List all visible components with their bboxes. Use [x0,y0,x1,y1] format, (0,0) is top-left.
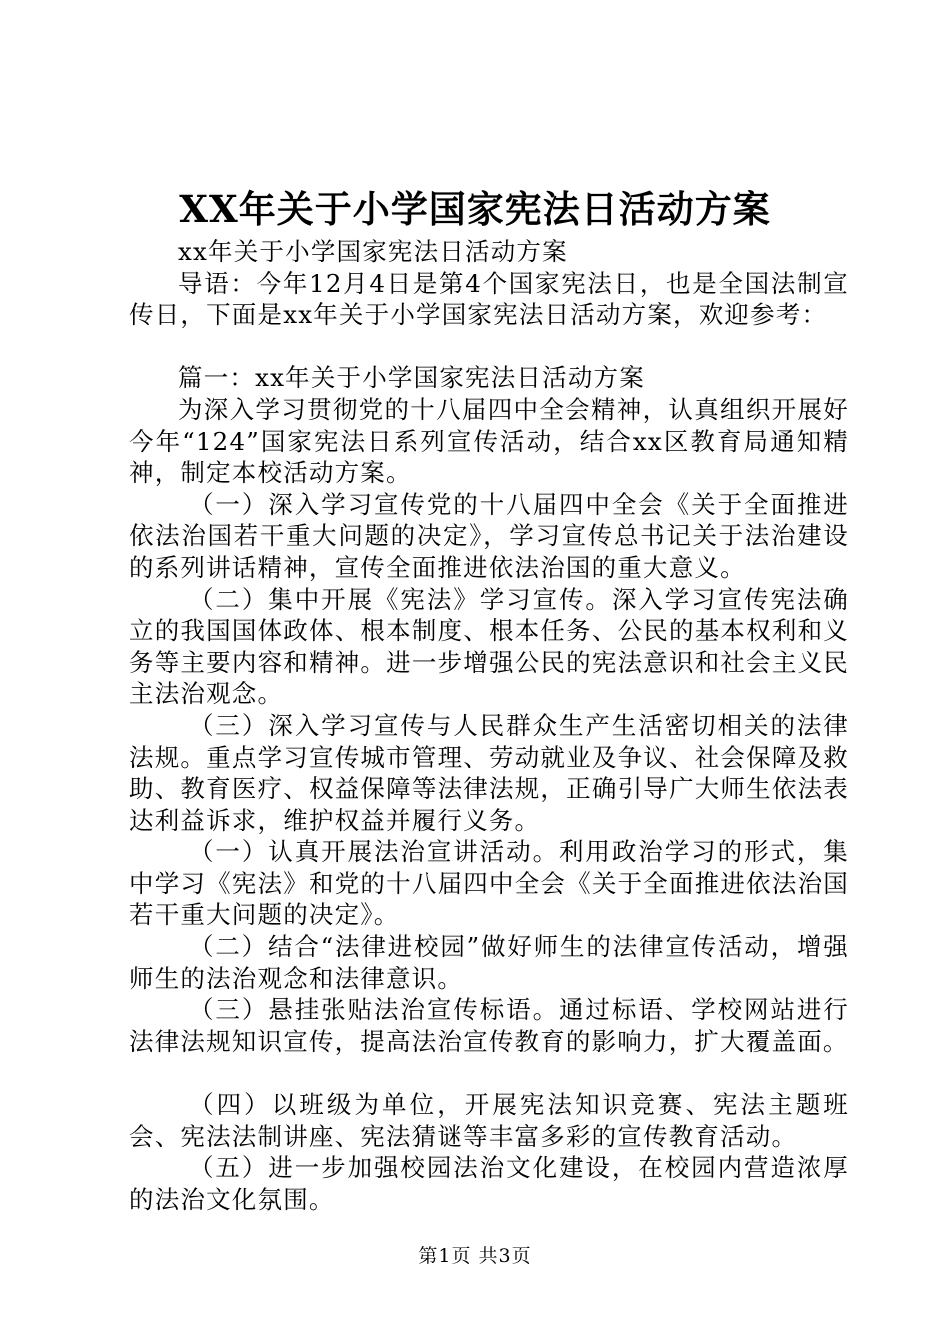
section-heading: 篇一：xx年关于小学国家宪法日活动方案 [178,363,645,393]
page-number-footer: 第1页 共3页 [418,1245,532,1267]
body-paragraph: （二）集中开展《宪法》学习宣传。深入学习宣传宪法确立的我国国体政体、根本制度、根本任务、公民的基本权利和义务等主要内容和精神。进一步增强公民的宪法意识和社会主义民主法治观念。 [129,584,849,709]
body-paragraph: （三）悬挂张贴法治宣传标语。通过标语、学校网站进行法律法规知识宣传，提高法治宣传教育的影响力，扩大覆盖面。 [129,995,849,1056]
body-paragraph: （一）认真开展法治宣讲活动。利用政治学习的形式，集中学习《宪法》和党的十八届四中全会《关于全面推进依法治国若干重大问题的决定》。 [129,837,849,930]
document-body [129,236,849,1215]
document-title: XX年关于小学国家宪法日活动方案 [179,187,771,231]
body-paragraph: （一）深入学习宣传党的十八届四中全会《关于全面推进依法治国若干重大问题的决定》，学习宣传总书记关于法治建设的系列讲话精神，宣传全面推进依法治国的重大意义。 [129,489,849,582]
subtitle-paragraph: xx年关于小学国家宪法日活动方案 [178,237,568,266]
body-paragraph: 为深入学习贯彻党的十八届四中全会精神，认真组织开展好今年“124”国家宪法日系列宣传活动，结合xx区教育局通知精神，制定本校活动方案。 [129,394,849,488]
body-paragraph: （四）以班级为单位，开展宪法知识竞赛、宪法主题班会、宪法法制讲座、宪法猜谜等丰富多彩的宣传教育活动。 [129,1090,849,1151]
body-paragraph: （二）结合“法律进校园”做好师生的法律宣传活动，增强师生的法治观念和法律意识。 [129,932,849,993]
body-paragraph: （三）深入学习宣传与人民群众生产生活密切相关的法律法规。重点学习宣传城市管理、劳动就业及争议、社会保障及救助、教育医疗、权益保障等法律法规，正确引导广大师生依法表达利益诉求，维护权益并履行义务。 [129,710,849,835]
body-paragraph: （五）进一步加强校园法治文化建设，在校园内营造浓厚的法治文化氛围。 [129,1153,849,1214]
intro-paragraph: 导语：今年12月4日是第4个国家宪法日，也是全国法制宣传日，下面是xx年关于小学国家宪法日活动方案，欢迎参考： [129,268,849,330]
